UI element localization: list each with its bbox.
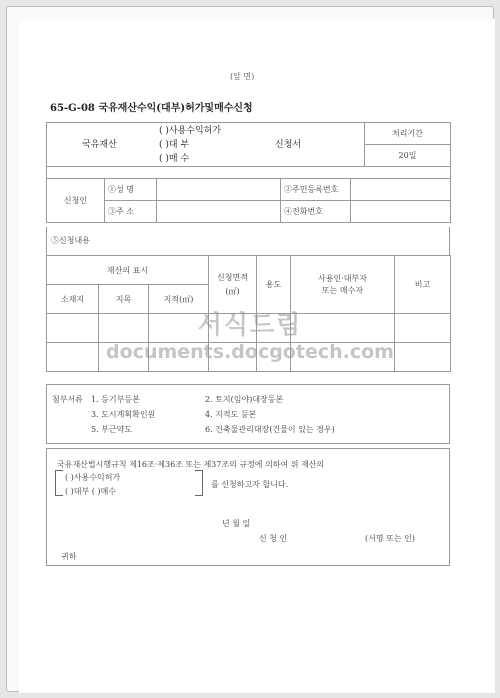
attachment-item: 6. 건축물관리대장(건물이 있는 경우) <box>205 425 335 434</box>
application-type-cell <box>47 123 365 167</box>
land-category-header: 지목 <box>99 285 149 314</box>
type-option-loan: ( )대 부 <box>159 140 190 150</box>
recipient-label: 귀하 <box>61 552 77 561</box>
applicant-label: 신청인 <box>47 179 105 223</box>
processing-period-label: 처리기간 <box>365 123 451 145</box>
cadastral-area-header: 지적(㎡) <box>149 285 209 314</box>
right-bracket <box>195 470 203 496</box>
name-label: ①성 명 <box>105 179 157 201</box>
type-option-use: ( )사용수익허가 <box>159 126 222 136</box>
declaration-sentence: 국유재산법시행규칙 제16조·제36조 또는 제37조의 규정에 의하여 위 재산의 <box>57 460 325 469</box>
declaration-option-loan-sale: ( )대부 ( )매수 <box>65 487 117 496</box>
declaration-option-use: ( )사용수익허가 <box>65 473 121 482</box>
application-content-section <box>46 227 450 255</box>
requested-area-header: 신청면적 (㎡) <box>209 256 257 314</box>
left-bracket <box>55 470 63 496</box>
address-label: ③주 소 <box>105 201 157 223</box>
applicant-signature-label: 신 청 인 <box>259 534 288 543</box>
resident-number-field[interactable] <box>351 179 451 201</box>
processing-period-value: 20일 <box>365 145 451 167</box>
header-table <box>46 122 451 179</box>
remarks-header: 비고 <box>395 256 451 314</box>
attachment-item: 4. 지적도 등본 <box>205 410 257 419</box>
attachment-item: 1. 등기부등본 <box>91 395 140 404</box>
attachment-item: 5. 부근약도 <box>91 425 133 434</box>
page-side-label: (앞 면) <box>230 72 255 81</box>
form-title: 65-G-08 국유재산수익(대부)허가및매수신청 <box>50 103 253 114</box>
application-content-label: ⑤신청내용 <box>51 236 90 245</box>
declaration-date: 년 월 일 <box>222 519 251 528</box>
type-option-sale: ( )매 수 <box>159 154 190 164</box>
property-display-header: 재산의 표시 <box>47 256 209 285</box>
declaration-box <box>46 448 450 566</box>
watermark-title: 서식드림 <box>197 310 303 339</box>
phone-label: ④전화번호 <box>281 201 351 223</box>
location-header: 소재지 <box>47 285 99 314</box>
attachments-label: 첨부서류 <box>52 395 83 404</box>
declaration-tail: 를 신청하고자 합니다. <box>211 480 289 489</box>
resident-number-label: ②주민등록번호 <box>281 179 351 201</box>
user-party-header: 사용인·대부자 또는 매수자 <box>291 256 395 314</box>
phone-field[interactable] <box>351 201 451 223</box>
signature-note: (서명 또는 인) <box>365 534 415 543</box>
address-field[interactable] <box>157 201 281 223</box>
name-field[interactable] <box>157 179 281 201</box>
purpose-header: 용도 <box>257 256 291 314</box>
attachment-item: 2. 토지(임야)대장등본 <box>205 395 284 404</box>
subject-label: 국유재산 <box>82 140 117 150</box>
attachments-box <box>46 384 450 444</box>
applicant-table <box>46 178 451 223</box>
document-name: 신청서 <box>275 140 302 150</box>
attachment-item: 3. 도시계획확인원 <box>91 410 156 419</box>
watermark-url: documents.docgotech.com <box>106 341 394 363</box>
